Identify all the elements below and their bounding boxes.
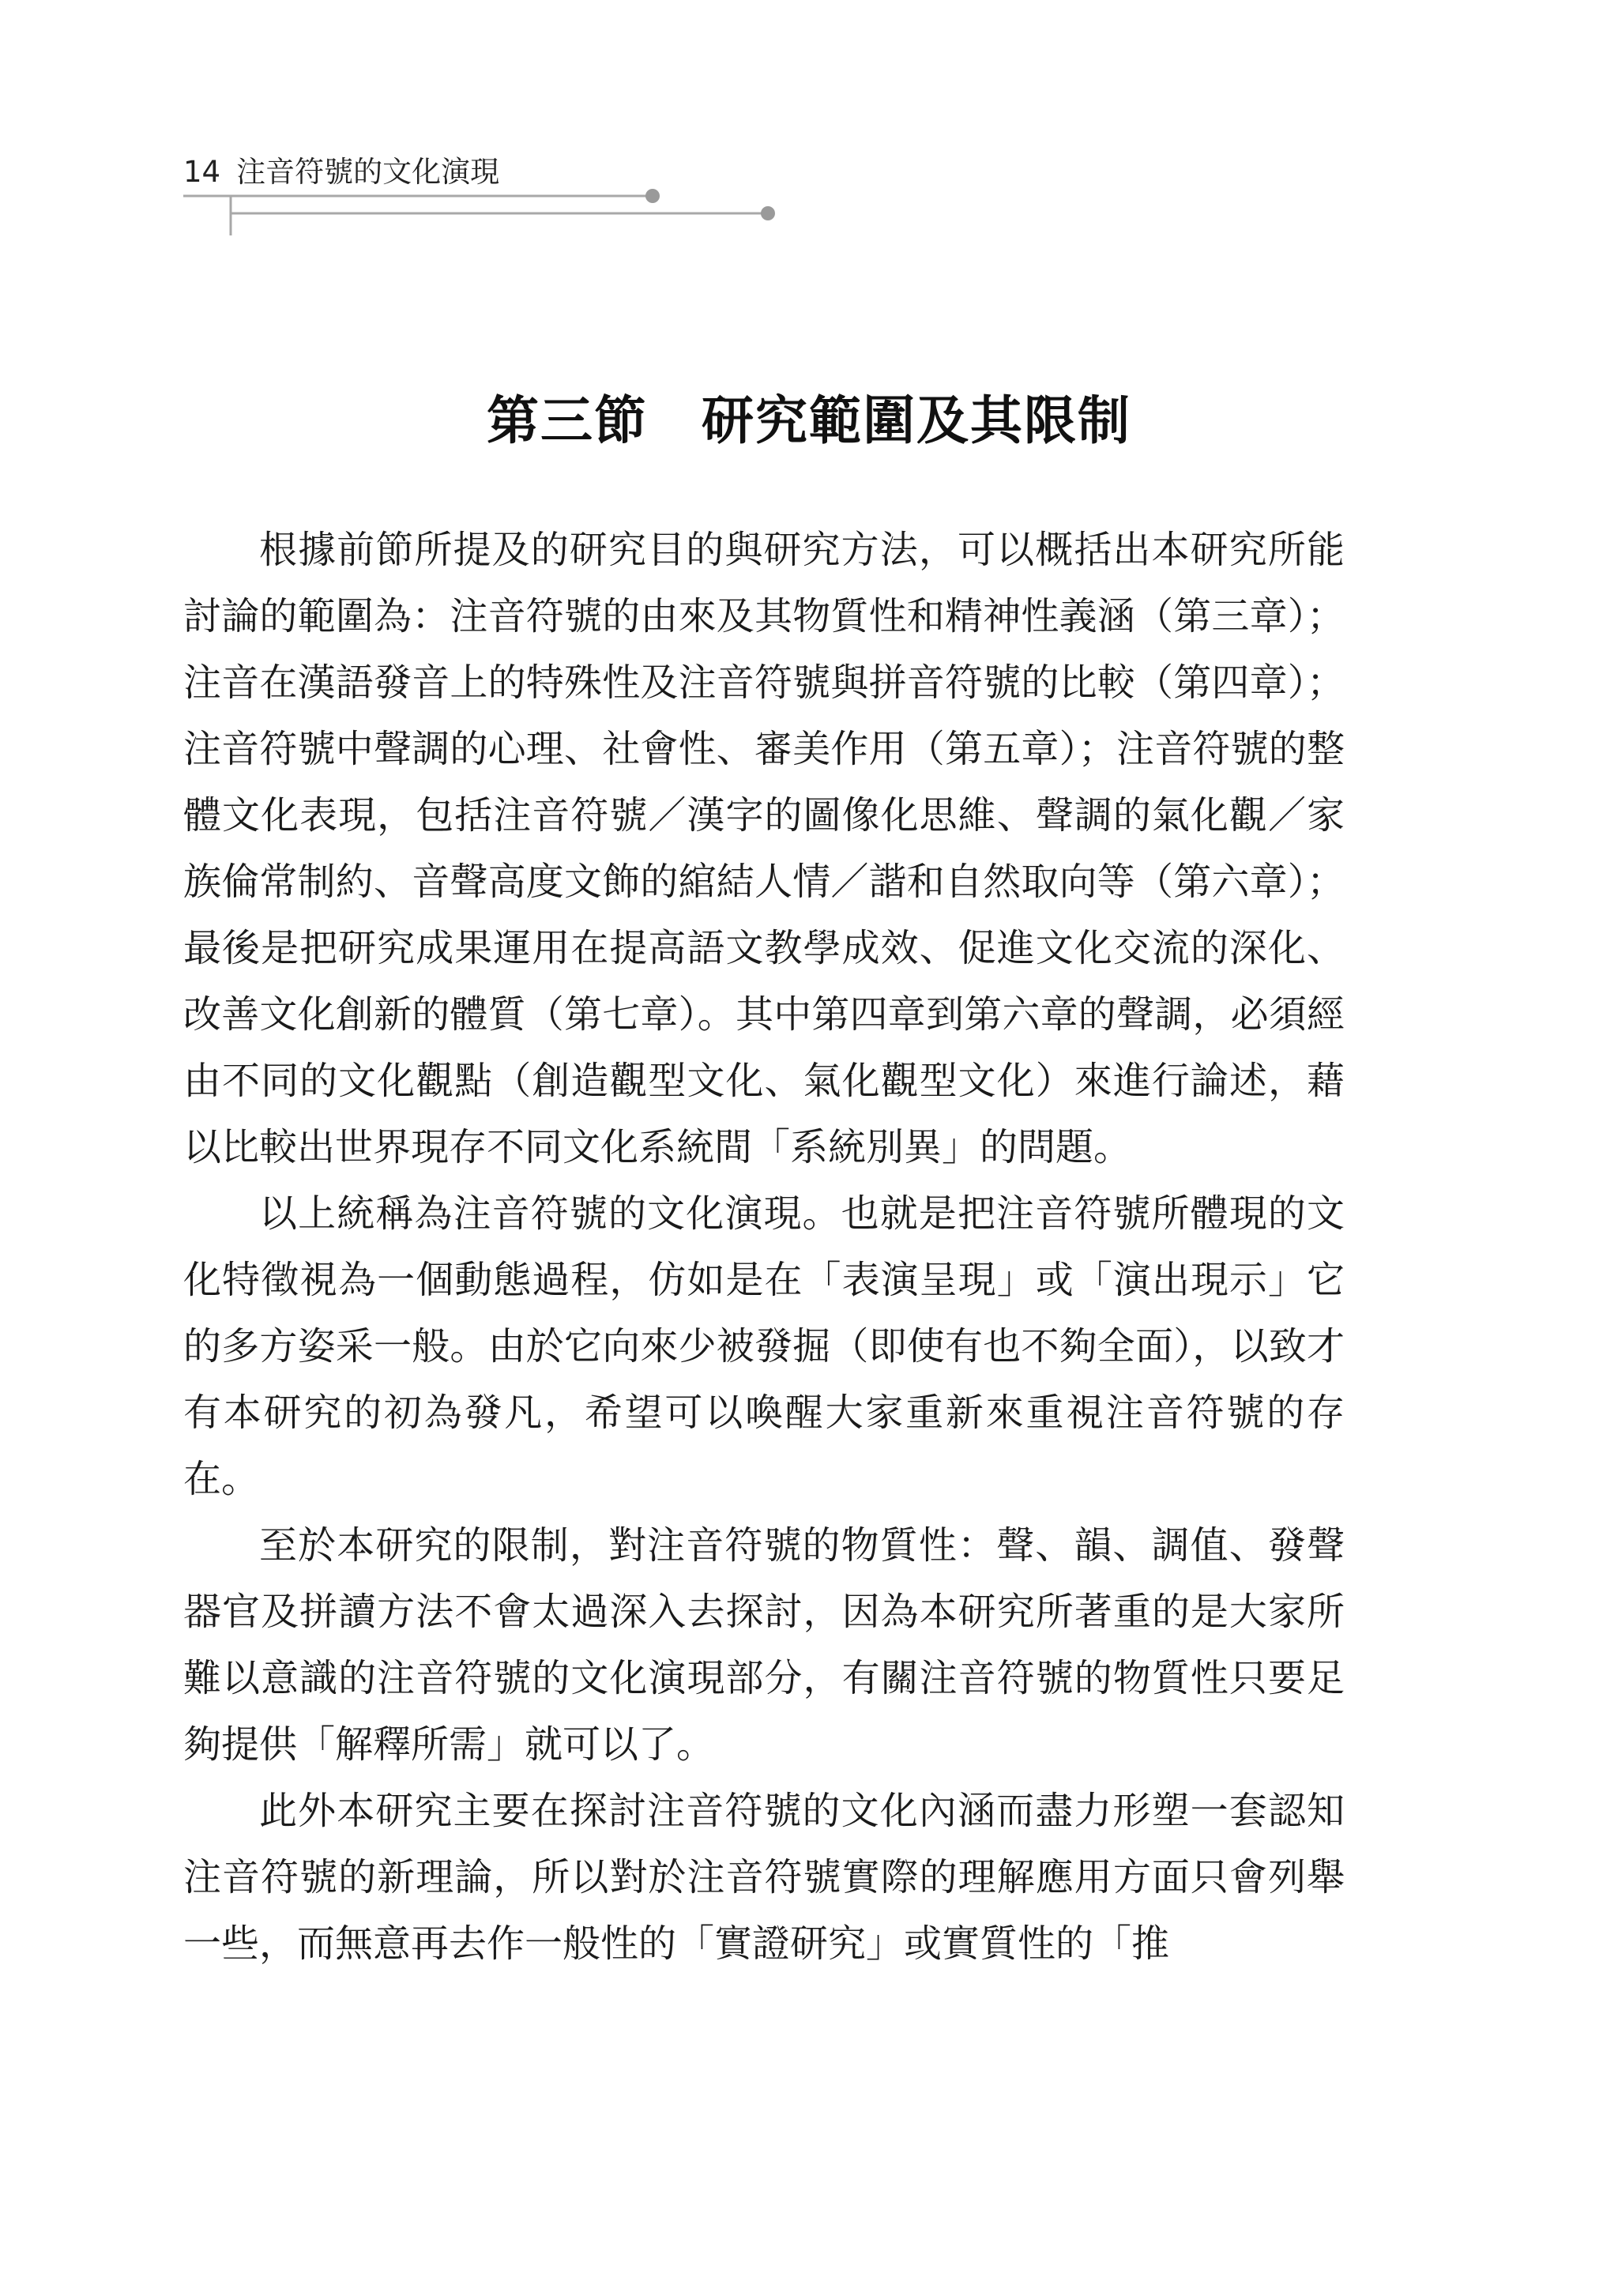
paragraph-4: 此外本研究主要在探討注音符號的文化內涵而盡力形塑一套認知注音符號的新理論，所以對於注音符號實際的理解應用方面只會列舉一些，而無意再去作一般性的「實證研究」或實質性的「推 <box>183 1789 1345 1966</box>
header-rule-dot-upper <box>645 189 660 203</box>
page-number: 14 <box>183 155 221 189</box>
header-rule-ornament <box>0 0 1618 253</box>
section-title: 第三節 研究範圍及其限制 <box>487 390 1131 451</box>
paragraph-1: 根據前節所提及的研究目的與研究方法，可以概括出本研究所能討論的範圍為：注音符號的由來及其物質性和精神性義涵（第三章）；注音在漢語發音上的特殊性及注音符號與拼音符號的比較（第四章）；注音符號中聲調的心理、社會性、審美作用（第五章）；注音符號的整體文化表現，包括注音符號／漢字的圖像化思維、聲調的氣化觀／家族倫常制約、音聲高度文飾的綰結人情／諧和自然取向等（第六章）；最後是把研究成果運用在提高語文教學成效、促進文化交流的深化、改善文化創新的體質（第七章）。其中第四章到第六章的聲調，必須經由不同的文化觀點（創造觀型文化、氣化觀型文化）來進行論述，藉以比較出世界現存不同文化系統間「系統別異」的問題。 <box>183 528 1345 1169</box>
paragraph-3: 至於本研究的限制，對注音符號的物質性：聲、韻、調值、發聲器官及拼讀方法不會太過深入去探討，因為本研究所著重的是大家所難以意識的注音符號的文化演現部分，有關注音符號的物質性只要足夠提供「解釋所需」就可以了。 <box>183 1523 1345 1767</box>
body-text <box>183 517 1345 1977</box>
header-rule-dot-lower <box>761 206 775 220</box>
paragraph-2: 以上統稱為注音符號的文化演現。也就是把注音符號所體現的文化特徵視為一個動態過程，仿如是在「表演呈現」或「演出現示」它的多方姿采一般。由於它向來少被發掘（即使有也不夠全面），以致才有本研究的初為發凡，希望可以喚醒大家重新來重視注音符號的存在。 <box>183 1191 1345 1501</box>
book-title: 注音符號的文化演現 <box>236 155 500 189</box>
